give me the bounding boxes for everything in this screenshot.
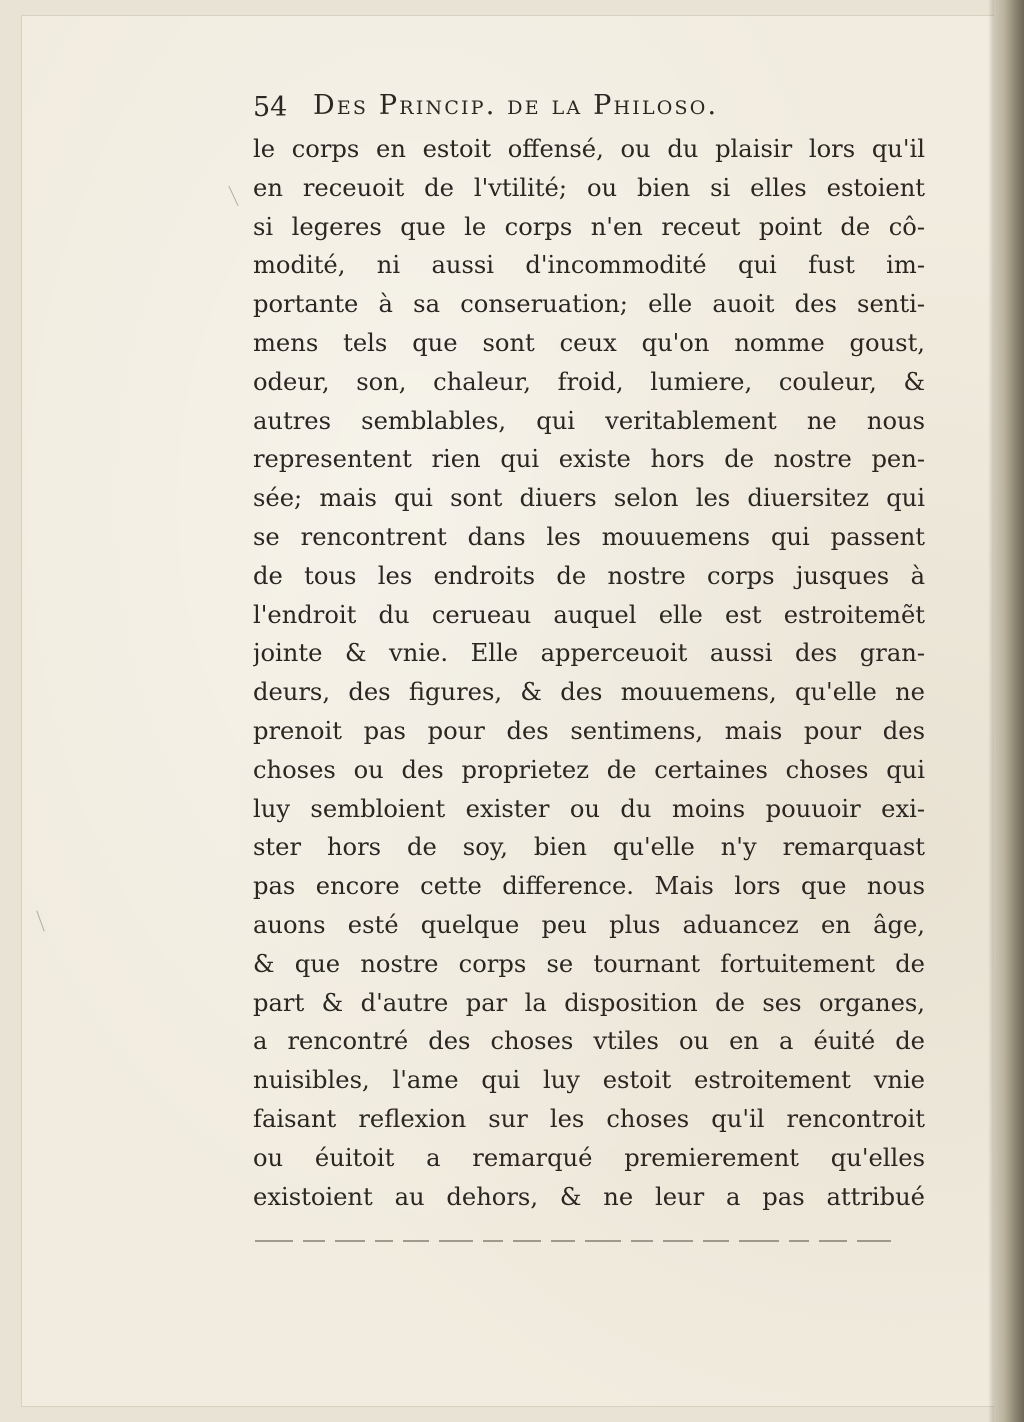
text-line: faisant reflexion sur les choses qu'il rencontroit (253, 1104, 925, 1133)
text-line: mens tels que sont ceux qu'on nomme goust, (253, 328, 925, 357)
text-line: a rencontré des choses vtiles ou en a éuité de (253, 1027, 925, 1056)
cropped-catchline (255, 1232, 920, 1246)
page-header (253, 90, 893, 128)
text-line: ster hors de soy, bien qu'elle n'y remarquast (253, 833, 925, 862)
page-number: 54 (253, 92, 288, 123)
text-line: ou éuitoit a remarqué premierement qu'elles (253, 1143, 925, 1172)
text-line: existoient au dehors, & ne leur a pas attribué (253, 1182, 925, 1211)
text-line: jointe & vnie. Elle apperceuoit aussi des gran- (253, 639, 925, 668)
text-line: modité, ni aussi d'incommodité qui fust im- (253, 251, 925, 280)
text-line: se rencontrent dans les mouuemens qui passent (253, 522, 925, 551)
text-line: luy sembloient exister ou du moins pouuoir exi- (253, 794, 925, 823)
body-text (253, 130, 925, 1216)
book-gutter (994, 0, 1024, 1422)
text-line: prenoit pas pour des sentimens, mais pour des (253, 716, 925, 745)
text-line: part & d'autre par la disposition de ses organes, (253, 988, 925, 1017)
running-title: Des Princip. de la Philoso. (313, 90, 719, 121)
text-line: choses ou des proprietez de certaines choses qui (253, 755, 925, 784)
text-line: sée; mais qui sont diuers selon les diuersitez qui (253, 484, 925, 513)
text-line: nuisibles, l'ame qui luy estoit estroitement vnie (253, 1066, 925, 1095)
text-line: de tous les endroits de nostre corps jusques à (253, 561, 925, 590)
text-line: auons esté quelque peu plus aduancez en âge, (253, 910, 925, 939)
text-line: si legeres que le corps n'en receut point de cô- (253, 212, 925, 241)
text-line: & que nostre corps se tournant fortuitement de (253, 949, 925, 978)
text-line: pas encore cette difference. Mais lors que nous (253, 872, 925, 901)
text-line: odeur, son, chaleur, froid, lumiere, couleur, & (253, 367, 925, 396)
text-line: autres semblables, qui veritablement ne nous (253, 406, 925, 435)
text-line: representent rien qui existe hors de nostre pen- (253, 445, 925, 474)
text-line: deurs, des figures, & des mouuemens, qu'elle ne (253, 678, 925, 707)
text-line: en receuoit de l'vtilité; ou bien si elles estoient (253, 173, 925, 202)
text-line: l'endroit du cerueau auquel elle est estroitemẽt (253, 600, 925, 629)
text-line: le corps en estoit offensé, ou du plaisir lors qu'il (253, 135, 925, 163)
text-line: portante à sa conseruation; elle auoit des senti- (253, 290, 925, 319)
